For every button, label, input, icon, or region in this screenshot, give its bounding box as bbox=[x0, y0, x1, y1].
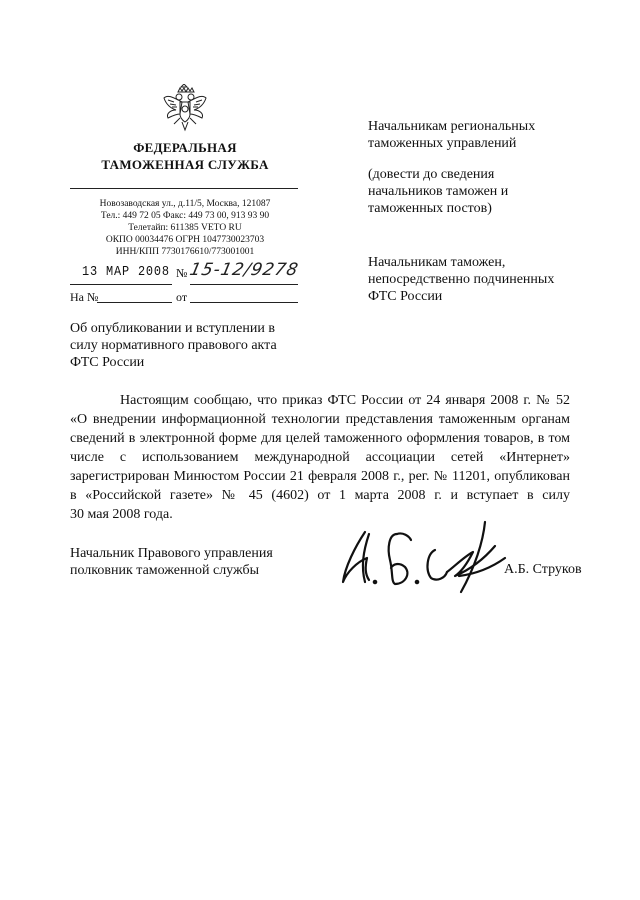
body-text-line: 30 мая 2008 года. bbox=[70, 507, 173, 522]
addressee-line: таможенных постов) bbox=[368, 201, 492, 216]
document-number: 15-12/9278 bbox=[187, 260, 301, 280]
phone-line: Тел.: 449 72 05 Факс: 449 73 00, 913 93 90 bbox=[100, 211, 270, 221]
reference-label: На № bbox=[70, 290, 99, 304]
body-text-line: сведений в электронной форме для целей таможенного оформления товаров, в том bbox=[70, 431, 570, 446]
body-text-line: числе с использованием международной ассоциации сетей «Интернет» bbox=[70, 450, 570, 465]
subject-line: силу нормативного правового акта bbox=[70, 338, 277, 353]
signer-name: А.Б. Струков bbox=[504, 562, 582, 577]
teletype-line: Телетайп: 611385 VETO RU bbox=[128, 223, 242, 233]
signer-title: Начальник Правового управления bbox=[70, 546, 273, 561]
date-underline bbox=[70, 284, 172, 285]
subject-line: ФТС России bbox=[70, 355, 145, 370]
subject-line: Об опубликовании и вступлении в bbox=[70, 321, 275, 336]
body-text-line: в «Российской газете» № 45 (4602) от 1 марта 2008 г. и вступает в силу bbox=[70, 488, 570, 503]
inn-line: ИНН/КПП 7730176610/773001001 bbox=[115, 247, 255, 257]
body-text-line: Настоящим сообщаю, что приказ ФТС России от 24 января 2008 г. № 52 bbox=[120, 393, 570, 408]
number-label: № bbox=[176, 266, 188, 280]
addressee-line: начальников таможен и bbox=[368, 184, 509, 199]
reference-from-label: от bbox=[176, 290, 188, 304]
address-line: Новозаводская ул., д.11/5, Москва, 121087 bbox=[99, 199, 271, 209]
header-divider bbox=[70, 188, 298, 189]
body-text-line: «О внедрении информационной технологии представления таможенным органам bbox=[70, 412, 570, 427]
body-text-line: зарегистрирован Минюстом России 21 февраля 2008 г., рег. № 11201, опубликован bbox=[70, 469, 570, 484]
addressee-line: ФТС России bbox=[368, 289, 443, 304]
reference-underline bbox=[97, 302, 172, 303]
addressee-line: Начальникам региональных bbox=[368, 119, 536, 134]
addressee-line: (довести до сведения bbox=[368, 167, 495, 182]
reference-from-underline bbox=[190, 302, 298, 303]
addressee-line: Начальникам таможен, bbox=[368, 255, 506, 270]
addressee-line: таможенных управлений bbox=[368, 136, 517, 151]
handwritten-signature bbox=[335, 512, 525, 597]
russian-eagle-emblem-icon bbox=[160, 84, 210, 134]
addressee-line: непосредственно подчиненных bbox=[368, 272, 555, 287]
document-date: 13 МАР 2008 bbox=[82, 264, 170, 280]
okpo-line: ОКПО 00034476 ОГРН 1047730023703 bbox=[105, 235, 265, 245]
org-name-line1: ФЕДЕРАЛЬНАЯ bbox=[133, 140, 237, 155]
signer-rank: полковник таможенной службы bbox=[70, 563, 260, 578]
org-name-line2: ТАМОЖЕННАЯ СЛУЖБА bbox=[101, 157, 269, 172]
number-underline bbox=[190, 284, 298, 285]
